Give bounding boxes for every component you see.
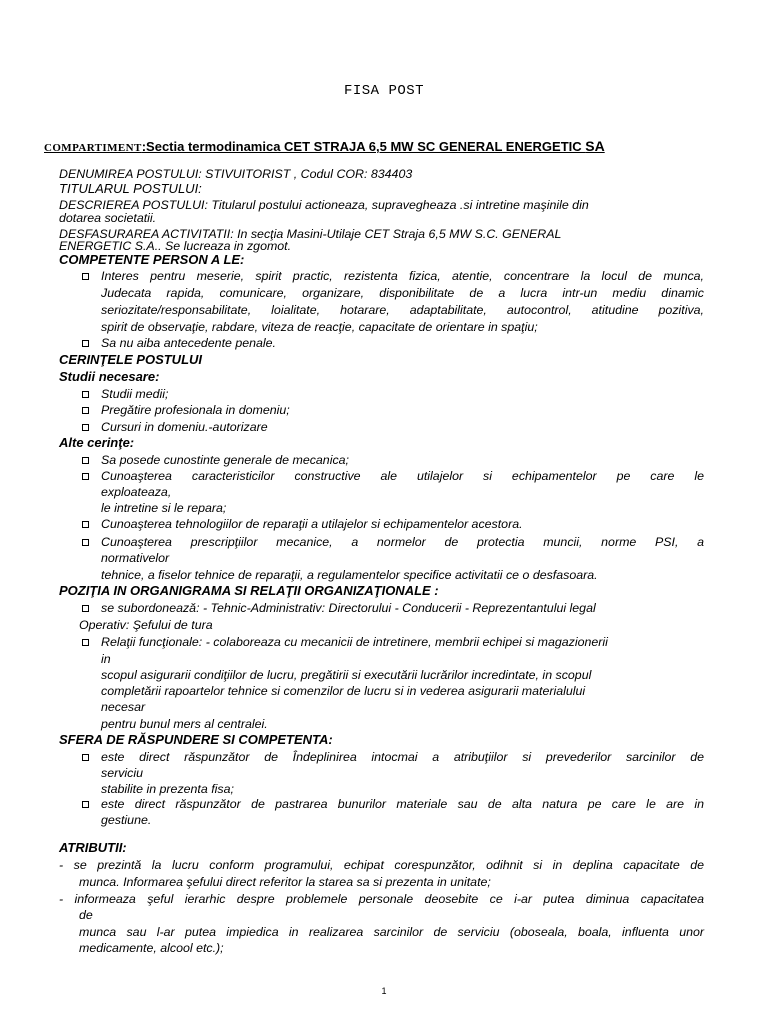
competences-bullet-1-line-4: spirit de observaţie, rabdare, viteza de reacţie, capacitate de orientare in spaţiu; — [101, 320, 538, 334]
studies-heading: Studii necesare: — [59, 369, 160, 384]
other-requirements-heading: Alte cerinţe: — [59, 435, 135, 450]
competences-bullet-2: Sa nu aiba antecedente penale. — [101, 336, 276, 350]
position-bullet-2-line-3: scopul asigurarii condiţiilor de lucru, pregătirii si executării lucrărilor incredintate, in scopul — [101, 668, 592, 682]
activity-line-2: ENERGETIC S.A.. Se lucreaza in zgomot. — [59, 239, 292, 253]
bullet-icon — [82, 273, 89, 280]
requirements-heading: CERINŢELE POSTULUI — [59, 352, 203, 367]
responsibility-bullet-1-line-1: este direct răspunzător de Îndeplinirea intocmai a atribuţiilor si prevederilor sarcinilor de — [101, 750, 704, 764]
duty-2-line-2: de — [79, 908, 93, 922]
compartment-label: COMPARTIMENT — [44, 142, 142, 154]
responsibility-bullet-1-line-2: serviciu — [101, 766, 143, 780]
page-number: 1 — [381, 986, 387, 996]
job-name-line: DENUMIREA POSTULUI: STIVUITORIST , Codul COR: 834403 — [59, 167, 413, 181]
position-bullet-1: se subordonează: - Tehnic-Administrativ: Directorului - Conducerii - Reprezentantului legal — [101, 601, 596, 615]
competences-bullet-1-line-2: Judecata rapida, comunicare, organizare, disponibilitate de a lucra intr-un mediu dinamic — [101, 286, 704, 300]
position-operative: Operativ: Şefului de tura — [79, 618, 213, 632]
bullet-icon — [82, 424, 89, 431]
position-bullet-2-line-1: Relaţii funcţionale: - colaboreaza cu mecanicii de intretinere, membrii echipei si magazionerii — [101, 635, 608, 649]
bullet-icon — [82, 754, 89, 761]
studies-bullet-3: Cursuri in domeniu.-autorizare — [101, 420, 268, 434]
job-description-line-2: dotarea societatii. — [59, 211, 157, 225]
duty-1-line-1: - se prezintă la lucru conform programului, echipat corespunzător, odihnit si in deplina capacitate de — [59, 858, 704, 872]
bullet-icon — [82, 801, 89, 808]
compartment-sa: SA — [585, 138, 605, 154]
responsibility-heading: SFERA DE RĂSPUNDERE SI COMPETENTA: — [59, 732, 333, 747]
bullet-icon — [82, 391, 89, 398]
position-bullet-2-line-4: completării rapoartelor tehnice si comenzilor de lucru si in vederea asigurarii materialului — [101, 684, 586, 698]
bullet-icon — [82, 473, 89, 480]
duty-2-line-1: - informeaza şeful ierarhic despre problemele personale deosebite ce i-ar putea diminua capacitatea — [59, 892, 704, 906]
other-bullet-2-line-1: Cunoaşterea caracteristicilor constructive ale utilajelor si echipamentelor pe care le — [101, 469, 704, 483]
studies-bullet-1: Studii medii; — [101, 387, 169, 401]
other-bullet-1: Sa posede cunostinte generale de mecanica; — [101, 453, 349, 467]
other-bullet-4-line-2: normativelor — [101, 551, 170, 565]
bullet-icon — [82, 340, 89, 347]
position-bullet-2-line-5: necesar — [101, 700, 146, 714]
other-bullet-2-line-3: le intretine si le repara; — [101, 501, 227, 515]
activity-line-1: DESFASURAREA ACTIVITATII: In secţia Masini-Utilaje CET Straja 6,5 MW S.C. GENERAL — [59, 227, 562, 241]
responsibility-bullet-2-line-1: este direct răspunzător de pastrarea bunurilor materiale sau de alta natura pe care le are in — [101, 797, 704, 811]
position-bullet-2-line-6: pentru bunul mers al centralei. — [101, 717, 268, 731]
studies-bullet-2: Pregătire profesionala in domeniu; — [101, 403, 290, 417]
duties-heading: ATRIBUTII: — [59, 840, 127, 855]
bullet-icon — [82, 521, 89, 528]
competences-heading: COMPETENTE PERSON A LE: — [59, 252, 245, 267]
job-holder-line: TITULARUL POSTULUI: — [59, 181, 202, 196]
duty-2-line-4: medicamente, alcool etc.); — [79, 941, 224, 955]
duty-1-line-2: munca. Informarea şefului direct referitor la starea sa si prezenta in unitate; — [79, 875, 491, 889]
position-bullet-2-line-2: in — [101, 652, 111, 666]
document-title: FISA POST — [343, 83, 425, 99]
responsibility-bullet-1-line-3: stabilite in prezenta fisa; — [101, 782, 234, 796]
other-bullet-3: Cunoaşterea tehnologiilor de reparaţii a utilajelor si echipamentelor acestora. — [101, 517, 523, 531]
position-heading: POZIŢIA IN ORGANIGRAMA SI RELAŢII ORGANIZAŢIONALE : — [59, 583, 439, 598]
bullet-icon — [82, 539, 89, 546]
bullet-icon — [82, 639, 89, 646]
bullet-icon — [82, 457, 89, 464]
bullet-icon — [82, 407, 89, 414]
competences-bullet-1-line-1: Interes pentru meserie, spirit practic, rezistenta fizica, atentie, concentrare la locul de munca, — [101, 269, 704, 283]
other-bullet-2-line-2: exploateaza, — [101, 485, 172, 499]
compartment-text: :Sectia termodinamica CET STRAJA 6,5 MW SC GENERAL ENERGETIC — [141, 139, 586, 154]
other-bullet-4-line-3: tehnice, a fiselor tehnice de reparaţii, a regulamentelor specifice activitatii ce o desfasoara. — [101, 568, 598, 582]
bullet-icon — [82, 605, 89, 612]
job-description-line-1: DESCRIEREA POSTULUI: Titularul postului actioneaza, supravegheaza .si intretine maşinile din — [59, 198, 589, 212]
responsibility-bullet-2-line-2: gestiune. — [101, 813, 152, 827]
other-bullet-4-line-1: Cunoaşterea prescripţiilor mecanice, a normelor de protectia muncii, norme PSI, a — [101, 535, 704, 549]
duty-2-line-3: munca sau l-ar putea impiedica in realizarea sarcinilor de serviciu (oboseala, boala, influenta unor — [79, 925, 704, 939]
compartment-line — [44, 138, 605, 154]
competences-bullet-1-line-3: seriozitate/responsabilitate, loialitate, hotarare, adaptabilitate, autocontrol, atitudine pozitiva, — [101, 303, 704, 317]
